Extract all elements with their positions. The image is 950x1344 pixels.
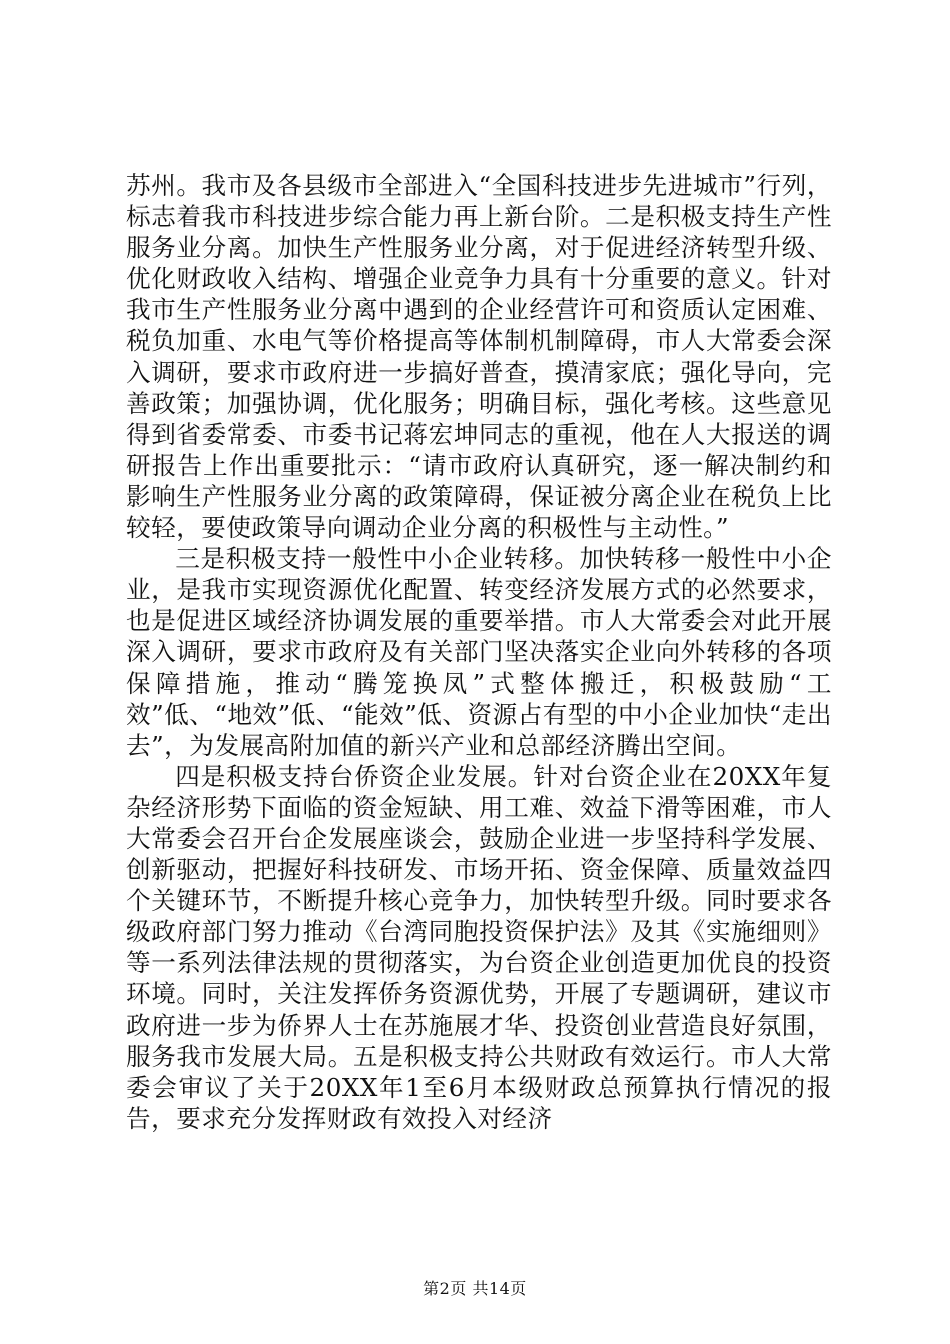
page-footer: 第2页 共14页 [423, 1279, 527, 1298]
document-body [126, 170, 832, 1134]
paragraph-1: 苏州。我市及各县级市全部进入“全国科技进步先进城市”行列，标志着我市科技进步综合能力再上新台阶。二是积极支持生产性服务业分离。加快生产性服务业分离，对于促进经济转型升级、优化财政收入结构、增强企业竞争力具有十分重要的意义。针对我市生产性服务业分离中遇到的企业经营许可和资质认定困难、税负加重、水电气等价格提高等体制机制障碍，市人大常委会深入调研，要求市政府进一步搞好普查，摸清家底；强化导向，完善政策；加强协调，优化服务；明确目标，强化考核。这些意见得到省委常委、市委书记蒋宏坤同志的重视，他在人大报送的调研报告上作出重要批示：“请市政府认真研究，逐一解决制约和影响生产性服务业分离的政策障碍，保证被分离企业在税负上比较轻，要使政策导向调动企业分离的积极性与主动性。” [126, 171, 832, 543]
paragraph-2: 三是积极支持一般性中小企业转移。加快转移一般性中小企业，是我市实现资源优化配置、转变经济发展方式的必然要求，也是促进区域经济协调发展的重要举措。市人大常委会对此开展深入调研，要求市政府及有关部门坚决落实企业向外转移的各项保障措施，推动“腾笼换凤”式整体搬迁，积极鼓励“工效”低、“地效”低、“能效”低、资源占有型的中小企业加快“走出去”，为发展高附加值的新兴产业和总部经济腾出空间。 [126, 544, 832, 760]
paragraph-3: 四是积极支持台侨资企业发展。针对台资企业在20XX年复杂经济形势下面临的资金短缺、用工难、效益下滑等困难，市人大常委会召开台企发展座谈会，鼓励企业进一步坚持科学发展、创新驱动，把握好科技研发、市场开拓、资金保障、质量效益四个关键环节，不断提升核心竞争力，加快转型升级。同时要求各级政府部门努力推动《台湾同胞投资保护法》及其《实施细则》等一系列法律法规的贯彻落实，为台资企业创造更加优良的投资环境。同时，关注发挥侨务资源优势，开展了专题调研，建议市政府进一步为侨界人士在苏施展才华、投资创业营造良好氛围，服务我市发展大局。五是积极支持公共财政有效运行。市人大常委会审议了关于20XX年1至6月本级财政总预算执行情况的报告，要求充分发挥财政有效投入对经济 [126, 761, 832, 1133]
